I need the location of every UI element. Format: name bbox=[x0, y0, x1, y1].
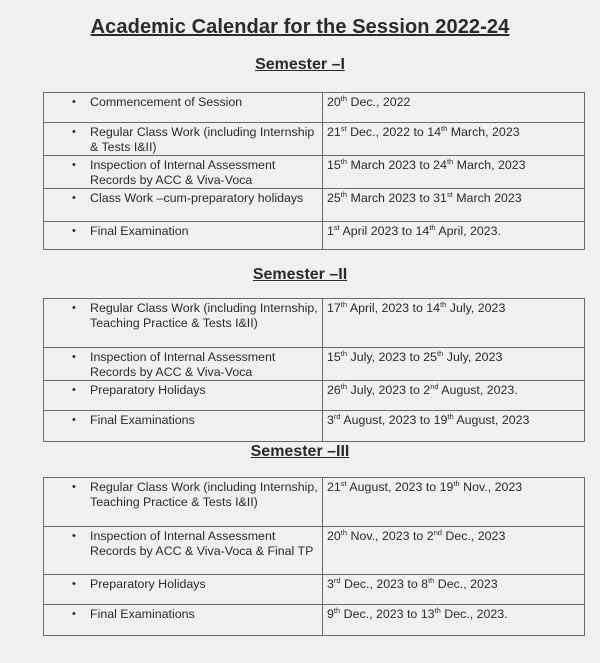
date-text: Dec., 2023 to 8 bbox=[340, 577, 429, 591]
bullet-icon: • bbox=[72, 414, 76, 426]
table-row bbox=[44, 527, 585, 575]
date-ordinal-suffix: nd bbox=[433, 528, 442, 537]
date-ordinal-suffix: th bbox=[340, 300, 348, 309]
date-cell bbox=[323, 156, 585, 189]
date-ordinal-suffix: th bbox=[340, 349, 348, 358]
date-ordinal-suffix: th bbox=[446, 157, 454, 166]
date-ordinal-suffix: rd bbox=[333, 576, 341, 585]
semester-2-table bbox=[43, 298, 585, 442]
date-text: Dec., 2023 bbox=[434, 577, 498, 591]
activity-cell bbox=[44, 605, 323, 636]
date-ordinal-suffix: th bbox=[340, 382, 348, 391]
date-text: 1 bbox=[327, 224, 334, 238]
table-row bbox=[44, 189, 585, 222]
date-text: Dec., 2022 bbox=[347, 95, 411, 109]
activity-label: Inspection of Internal Assessment Records by ACC & Viva-Voca & Final TP bbox=[90, 529, 314, 558]
date-cell bbox=[323, 478, 585, 527]
date-cell bbox=[323, 93, 585, 123]
semester-2-title: Semester –II bbox=[252, 266, 348, 283]
date-text: July, 2023 to 2 bbox=[347, 383, 431, 397]
date-text: 17 bbox=[327, 301, 341, 315]
semester-1-title: Semester –I bbox=[255, 56, 345, 73]
date-cell bbox=[323, 411, 585, 442]
date-ordinal-suffix: nd bbox=[430, 382, 439, 391]
date-text: August, 2023 bbox=[453, 413, 530, 427]
date-text: 20 bbox=[327, 529, 341, 543]
date-ordinal-suffix: th bbox=[340, 94, 348, 103]
table-row bbox=[44, 605, 585, 636]
date-cell bbox=[323, 348, 585, 381]
activity-label: Regular Class Work (including Internship, Teaching Practice & Tests I&II) bbox=[90, 301, 318, 330]
date-text: Nov., 2023 to 2 bbox=[347, 529, 434, 543]
date-cell bbox=[323, 123, 585, 156]
date-text: 25 bbox=[327, 191, 341, 205]
date-text: March 2023 to 24 bbox=[347, 158, 447, 172]
semester-1-table bbox=[43, 92, 585, 250]
date-ordinal-suffix: th bbox=[340, 157, 348, 166]
activity-cell bbox=[44, 348, 323, 381]
table-row bbox=[44, 123, 585, 156]
date-ordinal-suffix: rd bbox=[333, 412, 341, 421]
table-row bbox=[44, 411, 585, 442]
activity-label: Inspection of Internal Assessment Records by ACC & Viva-Voca bbox=[90, 350, 276, 379]
date-ordinal-suffix: th bbox=[340, 190, 348, 199]
date-text: April, 2023. bbox=[435, 224, 502, 238]
date-ordinal-suffix: st bbox=[340, 124, 347, 133]
date-text: 3 bbox=[327, 413, 334, 427]
bullet-icon: • bbox=[72, 96, 76, 108]
activity-cell bbox=[44, 575, 323, 605]
activity-cell bbox=[44, 156, 323, 189]
date-ordinal-suffix: th bbox=[441, 124, 448, 133]
bullet-icon: • bbox=[72, 481, 76, 493]
table-row bbox=[44, 381, 585, 411]
bullet-icon: • bbox=[72, 578, 76, 590]
activity-cell bbox=[44, 299, 323, 348]
activity-label: Commencement of Session bbox=[90, 95, 243, 109]
table-row bbox=[44, 348, 585, 381]
activity-cell bbox=[44, 222, 323, 250]
date-ordinal-suffix: th bbox=[428, 576, 435, 585]
date-text: 15 bbox=[327, 350, 341, 364]
date-text: July, 2023 bbox=[443, 350, 503, 364]
date-text: Dec., 2023. bbox=[440, 607, 508, 621]
table-row bbox=[44, 156, 585, 189]
date-ordinal-suffix: th bbox=[434, 606, 441, 615]
date-text: March, 2023 bbox=[447, 125, 520, 139]
date-cell bbox=[323, 299, 585, 348]
page-title: Academic Calendar for the Session 2022-24 bbox=[90, 16, 510, 38]
activity-cell bbox=[44, 527, 323, 575]
date-cell bbox=[323, 605, 585, 636]
activity-label: Class Work –cum-preparatory holidays bbox=[90, 191, 304, 205]
date-cell bbox=[323, 381, 585, 411]
bullet-icon: • bbox=[72, 302, 76, 314]
bullet-icon: • bbox=[72, 530, 76, 542]
activity-label: Regular Class Work (including Internship & Tests I&II) bbox=[90, 125, 315, 154]
date-cell bbox=[323, 575, 585, 605]
date-ordinal-suffix: st bbox=[340, 479, 347, 488]
date-ordinal-suffix: th bbox=[440, 300, 447, 309]
date-text: July, 2023 to 25 bbox=[347, 350, 438, 364]
date-cell bbox=[323, 189, 585, 222]
bullet-icon: • bbox=[72, 351, 76, 363]
date-cell bbox=[323, 222, 585, 250]
date-text: Dec., 2023 to 13 bbox=[340, 607, 435, 621]
date-ordinal-suffix: th bbox=[340, 528, 348, 537]
activity-cell bbox=[44, 123, 323, 156]
date-text: Nov., 2023 bbox=[459, 480, 523, 494]
bullet-icon: • bbox=[72, 384, 76, 396]
semester-3-table bbox=[43, 477, 585, 636]
date-text: March 2023 bbox=[452, 191, 522, 205]
date-text: April, 2023 to 14 bbox=[347, 301, 441, 315]
date-text: 9 bbox=[327, 607, 334, 621]
date-text: Dec., 2023 bbox=[441, 529, 506, 543]
date-ordinal-suffix: th bbox=[437, 349, 444, 358]
bullet-icon: • bbox=[72, 225, 76, 237]
date-text: 26 bbox=[327, 383, 341, 397]
table-row bbox=[44, 575, 585, 605]
date-text: July, 2023 bbox=[446, 301, 506, 315]
activity-label: Preparatory Holidays bbox=[90, 577, 206, 591]
activity-label: Preparatory Holidays bbox=[90, 383, 206, 397]
date-text: 21 bbox=[327, 125, 341, 139]
bullet-icon: • bbox=[72, 126, 76, 138]
date-ordinal-suffix: th bbox=[429, 223, 436, 232]
date-text: 20 bbox=[327, 95, 341, 109]
date-text: Dec., 2022 to 14 bbox=[346, 125, 442, 139]
date-ordinal-suffix: th bbox=[447, 412, 454, 421]
date-text: 21 bbox=[327, 480, 341, 494]
date-text: March, 2023 bbox=[453, 158, 526, 172]
date-text: August, 2023 to 19 bbox=[340, 413, 448, 427]
semester-3-title: Semester –III bbox=[250, 443, 350, 460]
bullet-icon: • bbox=[72, 159, 76, 171]
activity-label: Final Examinations bbox=[90, 413, 195, 427]
date-ordinal-suffix: th bbox=[333, 606, 341, 615]
table-row bbox=[44, 299, 585, 348]
date-text: March 2023 to 31 bbox=[347, 191, 447, 205]
date-text: August, 2023. bbox=[438, 383, 518, 397]
date-text: 15 bbox=[327, 158, 341, 172]
date-text: August, 2023 to 19 bbox=[346, 480, 454, 494]
activity-cell bbox=[44, 411, 323, 442]
table-row bbox=[44, 222, 585, 250]
activity-cell bbox=[44, 93, 323, 123]
activity-label: Final Examination bbox=[90, 224, 189, 238]
bullet-icon: • bbox=[72, 608, 76, 620]
activity-cell bbox=[44, 189, 323, 222]
table-row bbox=[44, 93, 585, 123]
activity-label: Inspection of Internal Assessment Records by ACC & Viva-Voca bbox=[90, 158, 276, 187]
date-ordinal-suffix: st bbox=[446, 190, 453, 199]
activity-cell bbox=[44, 478, 323, 527]
date-text: April 2023 to 14 bbox=[339, 224, 430, 238]
activity-cell bbox=[44, 381, 323, 411]
activity-label: Final Examinations bbox=[90, 607, 195, 621]
activity-label: Regular Class Work (including Internship, Teaching Practice & Tests I&II) bbox=[90, 480, 318, 509]
date-ordinal-suffix: st bbox=[333, 223, 340, 232]
table-row bbox=[44, 478, 585, 527]
bullet-icon: • bbox=[72, 192, 76, 204]
date-cell bbox=[323, 527, 585, 575]
date-text: 3 bbox=[327, 577, 334, 591]
date-ordinal-suffix: th bbox=[453, 479, 460, 488]
